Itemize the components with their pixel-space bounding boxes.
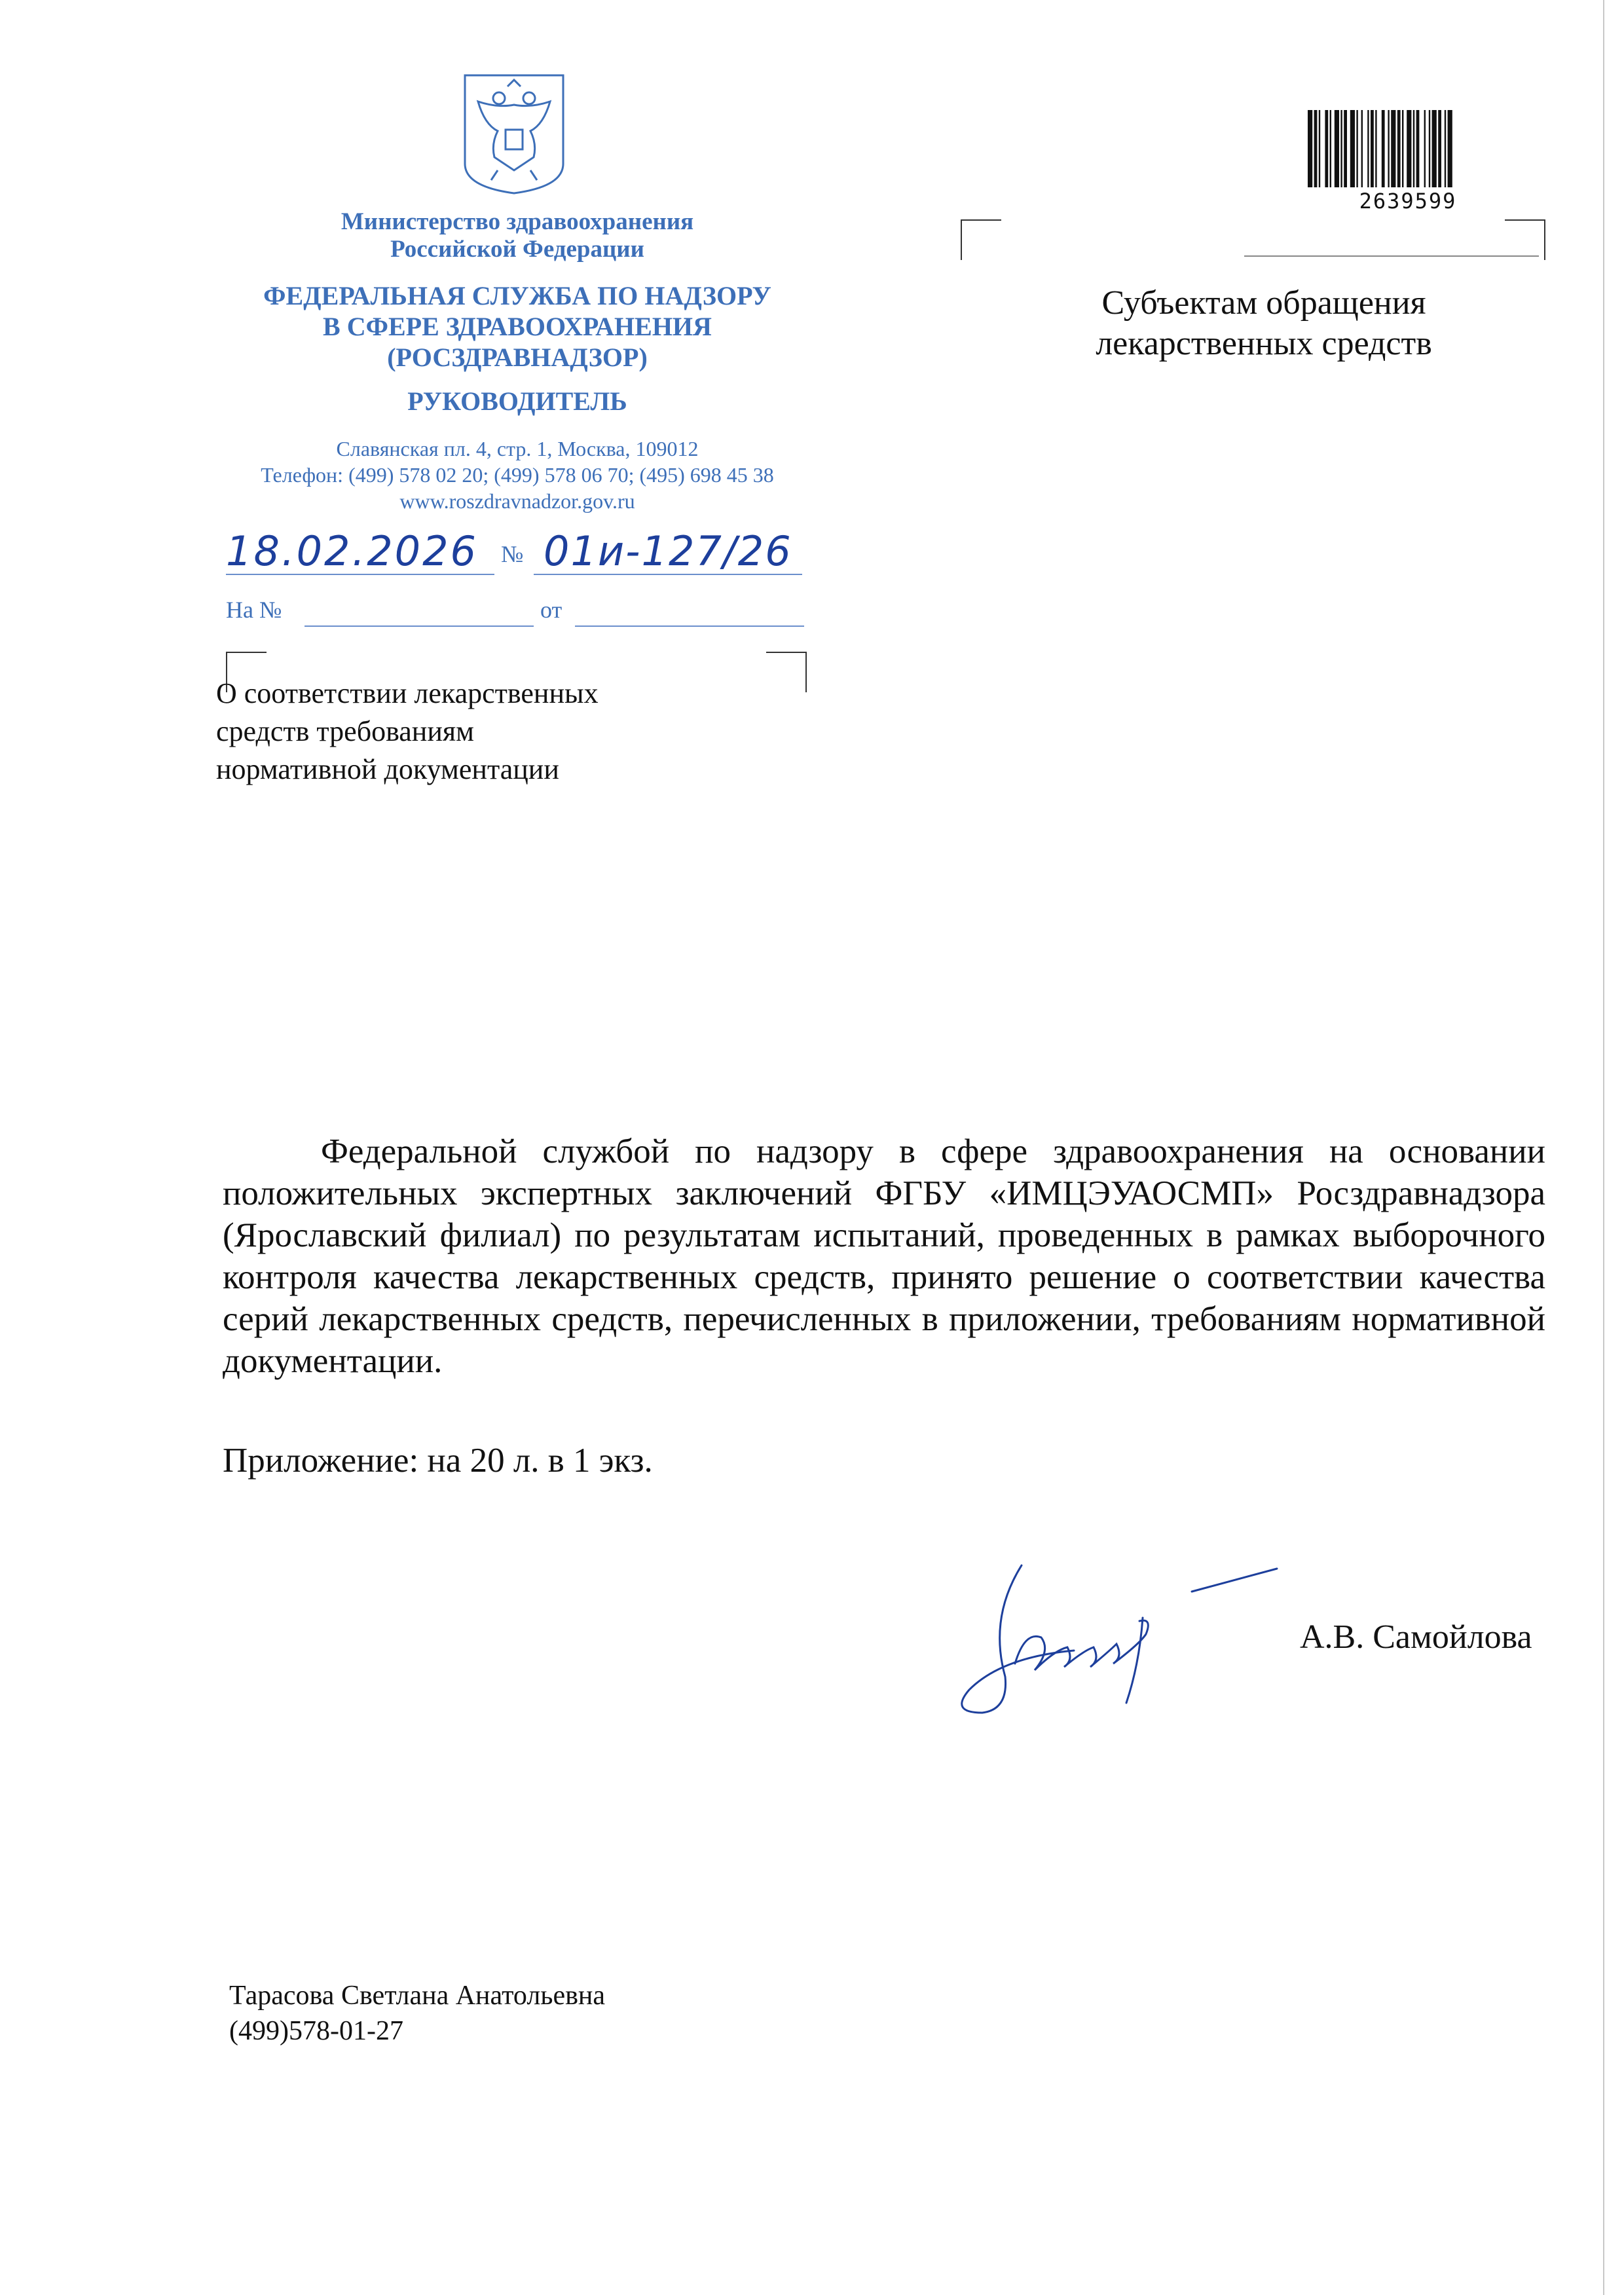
scan-edge [1603, 0, 1604, 2295]
number-underline [534, 574, 802, 575]
letter-subject [216, 675, 599, 789]
reference-label: На № [226, 597, 282, 623]
barcode-icon [1306, 110, 1509, 192]
letter-body [223, 1130, 1545, 1382]
reference-date-line [575, 625, 804, 627]
ministry-line: Министерство здравоохранения [341, 208, 694, 235]
barcode-number: 2639599 [1359, 189, 1457, 214]
body-paragraph: Федеральной службой по надзору в сфере здравоохранения на основании положительных экспертных заключений ФГБУ «ИМЦЭУАОСМП» Росздравнадзора (Ярославский филиал) по результатам испытаний, проведенных в рамках выборочного контроля качества лекарственных средств, принято решение о соответствии качества серий лекарственных средств, перечисленных в приложении, требованиям нормативной документации. [223, 1132, 1545, 1380]
date-underline [226, 574, 494, 575]
subject-bracket-right [766, 652, 807, 692]
executor-name: Тарасова Светлана Анатольевна [229, 1981, 606, 2011]
handwritten-signature [943, 1539, 1336, 1729]
service-name [219, 280, 815, 373]
service-line: (РОСЗДРАВНАДЗОР) [387, 343, 648, 372]
contact-block [219, 436, 815, 514]
subject-line: О соответствии лекарственных [216, 677, 599, 709]
reference-from-label: от [540, 597, 563, 623]
addressee-bracket-left [961, 219, 1001, 260]
reference-number-line [304, 625, 534, 627]
subject-line: средств требованиям [216, 715, 474, 747]
number-sign: № [501, 541, 524, 567]
ministry-line: Российской Федерации [390, 236, 644, 263]
registration-date: 18.02.2026 [226, 527, 478, 575]
address: Славянская пл. 4, стр. 1, Москва, 109012 [336, 437, 699, 460]
website: www.roszdravnadzor.gov.ru [399, 489, 635, 513]
executor-block [229, 1978, 605, 2049]
phones: Телефон: (499) 578 02 20; (499) 578 06 70; (495) 698 45 38 [261, 463, 774, 487]
head-title: РУКОВОДИТЕЛЬ [407, 386, 627, 416]
addressee-line: Субъектам обращения [1101, 284, 1426, 322]
registration-number: 01и-127/26 [544, 527, 792, 575]
addressee [1061, 283, 1467, 364]
attachment-note: Приложение: на 20 л. в 1 экз. [223, 1442, 653, 1480]
service-line: ФЕДЕРАЛЬНАЯ СЛУЖБА ПО НАДЗОРУ [263, 281, 771, 310]
double-headed-eagle-emblem-icon [458, 72, 570, 196]
ministry-name [219, 208, 815, 263]
subject-line: нормативной документации [216, 753, 559, 785]
signer-name: А.В. Самойлова [1300, 1618, 1532, 1656]
executor-phone: (499)578-01-27 [229, 2016, 403, 2046]
service-line: В СФЕРЕ ЗДРАВООХРАНЕНИЯ [323, 312, 712, 341]
addressee-line: лекарственных средств [1096, 325, 1432, 362]
